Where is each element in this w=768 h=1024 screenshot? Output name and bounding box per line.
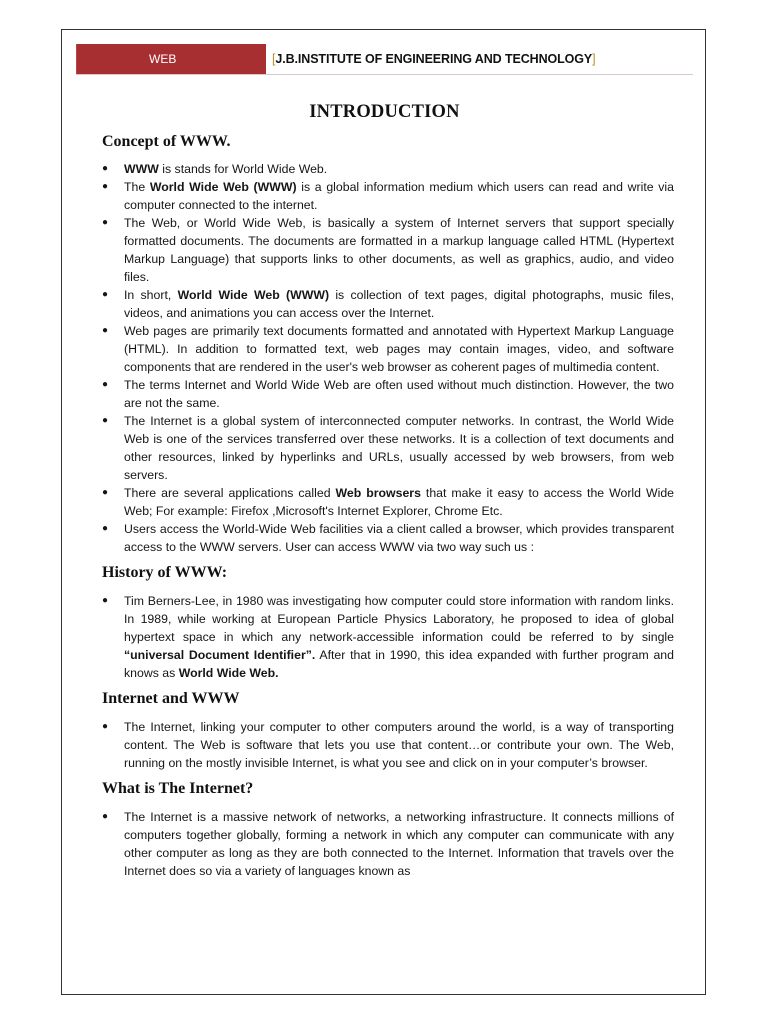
text-run: is collection of text pages, digital photographs, music files, videos, and animations you can access over the Internet. <box>124 288 675 320</box>
bullet-list <box>102 592 674 682</box>
bullet-icon: ● <box>102 325 109 336</box>
page-header <box>76 44 596 96</box>
bold-text: “universal Document Identifier”. <box>124 648 316 662</box>
list-item <box>102 412 674 484</box>
text-run: The Internet is a global system of interconnected computer networks. In contrast, the World Wide Web is one of the services transferred over these networks. It is a collection of text documents and other resources, linked by hyperlinks and URLs, usually accessed by web browsers, from web servers. <box>124 414 674 482</box>
header-institute-name: J.B.INSTITUTE OF ENGINEERING AND TECHNOLOGY <box>275 52 593 66</box>
bullet-icon: ● <box>102 289 109 300</box>
list-item <box>102 484 674 520</box>
header-institute <box>272 52 596 66</box>
text-run: Users access the World-Wide Web facilities via a client called a browser, which provides transparent access to the WWW servers. User can access WWW via two way such us : <box>124 522 674 554</box>
section <box>102 564 674 682</box>
section <box>102 780 674 880</box>
text-run: After that in 1990, this idea expanded with further program and knows as <box>124 648 674 680</box>
text-run: The Web, or World Wide Web, is basically a system of Internet servers that support specially formatted documents. The documents are formatted in a markup language called HTML (Hypertext Markup Language) that supports links to other documents, as well as graphics, audio, and video files. <box>124 216 674 284</box>
bullet-icon: ● <box>102 595 109 606</box>
bullet-icon: ● <box>102 487 109 498</box>
section <box>102 133 674 556</box>
list-item <box>102 214 674 286</box>
list-item <box>102 808 674 880</box>
document-body <box>102 130 674 880</box>
bullet-icon: ● <box>102 379 109 390</box>
section-heading: What is The Internet? <box>102 780 254 797</box>
page-title: INTRODUCTION <box>309 102 460 122</box>
bullet-icon: ● <box>102 217 109 228</box>
list-item <box>102 178 674 214</box>
text-run: The Internet, linking your computer to other computers around the world, is a way of transporting content. The Web is software that lets you use that content…or contribute your own. The Web, running on the mostly invisible Internet, is what you see and click on in your computer’s browser. <box>124 720 674 770</box>
text-run: The <box>124 180 150 194</box>
bullet-icon: ● <box>102 181 109 192</box>
bullet-icon: ● <box>102 811 109 822</box>
text-run: is a global information medium which users can read and write via computer connected to the internet. <box>124 180 674 212</box>
bold-text: World Wide Web (WWW) <box>149 180 297 194</box>
list-item <box>102 718 674 772</box>
list-item <box>102 520 674 556</box>
text-run: Tim Berners-Lee, in 1980 was investigating how computer could store information with random links. In 1989, while working at European Particle Physics Laboratory, he proposed to idea of global hypertext space in which any network-accessible information could be referred to by single <box>124 594 674 644</box>
bullet-icon: ● <box>102 163 109 174</box>
bullet-icon: ● <box>102 721 109 732</box>
section-heading: History of WWW: <box>102 564 228 581</box>
section <box>102 690 674 772</box>
list-item <box>102 592 674 682</box>
bullet-icon: ● <box>102 415 109 426</box>
section-heading: Concept of WWW. <box>102 133 231 150</box>
bullet-icon: ● <box>102 523 109 534</box>
section-heading: Internet and WWW <box>102 690 240 707</box>
text-run: that make it easy to access the World Wide Web; For example: Firefox ,Microsoft's Internet Explorer, Chrome Etc. <box>124 486 675 518</box>
text-run: Web pages are primarily text documents formatted and annotated with Hypertext Markup Language (HTML). In addition to formatted text, web pages may contain images, video, and software components that are rendered in the user's web browser as coherent pages of multimedia content. <box>124 324 674 374</box>
text-run: There are several applications called <box>124 486 336 500</box>
list-item <box>102 160 674 178</box>
bold-text: World Wide Web. <box>178 666 279 680</box>
header-divider <box>76 74 693 75</box>
bold-text: Web browsers <box>335 486 421 500</box>
text-run: The terms Internet and World Wide Web are often used without much distinction. However, the two are not the same. <box>124 378 674 410</box>
bullet-list <box>102 718 674 772</box>
list-item <box>102 376 674 412</box>
bullet-list <box>102 808 674 880</box>
list-item <box>102 322 674 376</box>
list-item <box>102 286 674 322</box>
text-run: The Internet is a massive network of networks, a networking infrastructure. It connects millions of computers together globally, forming a network in which any computer can communicate with any other computer as long as they are both connected to the Internet. Information that travels over the Internet does so via a variety of languages known as <box>124 810 674 878</box>
bullet-list <box>102 160 674 556</box>
text-run: In short, <box>124 288 178 302</box>
bold-text: World Wide Web (WWW) <box>177 288 330 302</box>
text-run: is stands for World Wide Web. <box>158 162 328 176</box>
header-bracket-open: [ <box>272 52 276 66</box>
header-course-tab: WEB TECHNOLOGIES <box>76 44 266 74</box>
bold-text: WWW <box>124 162 159 176</box>
header-bracket-close: ] <box>592 52 596 66</box>
document-page <box>61 29 706 995</box>
